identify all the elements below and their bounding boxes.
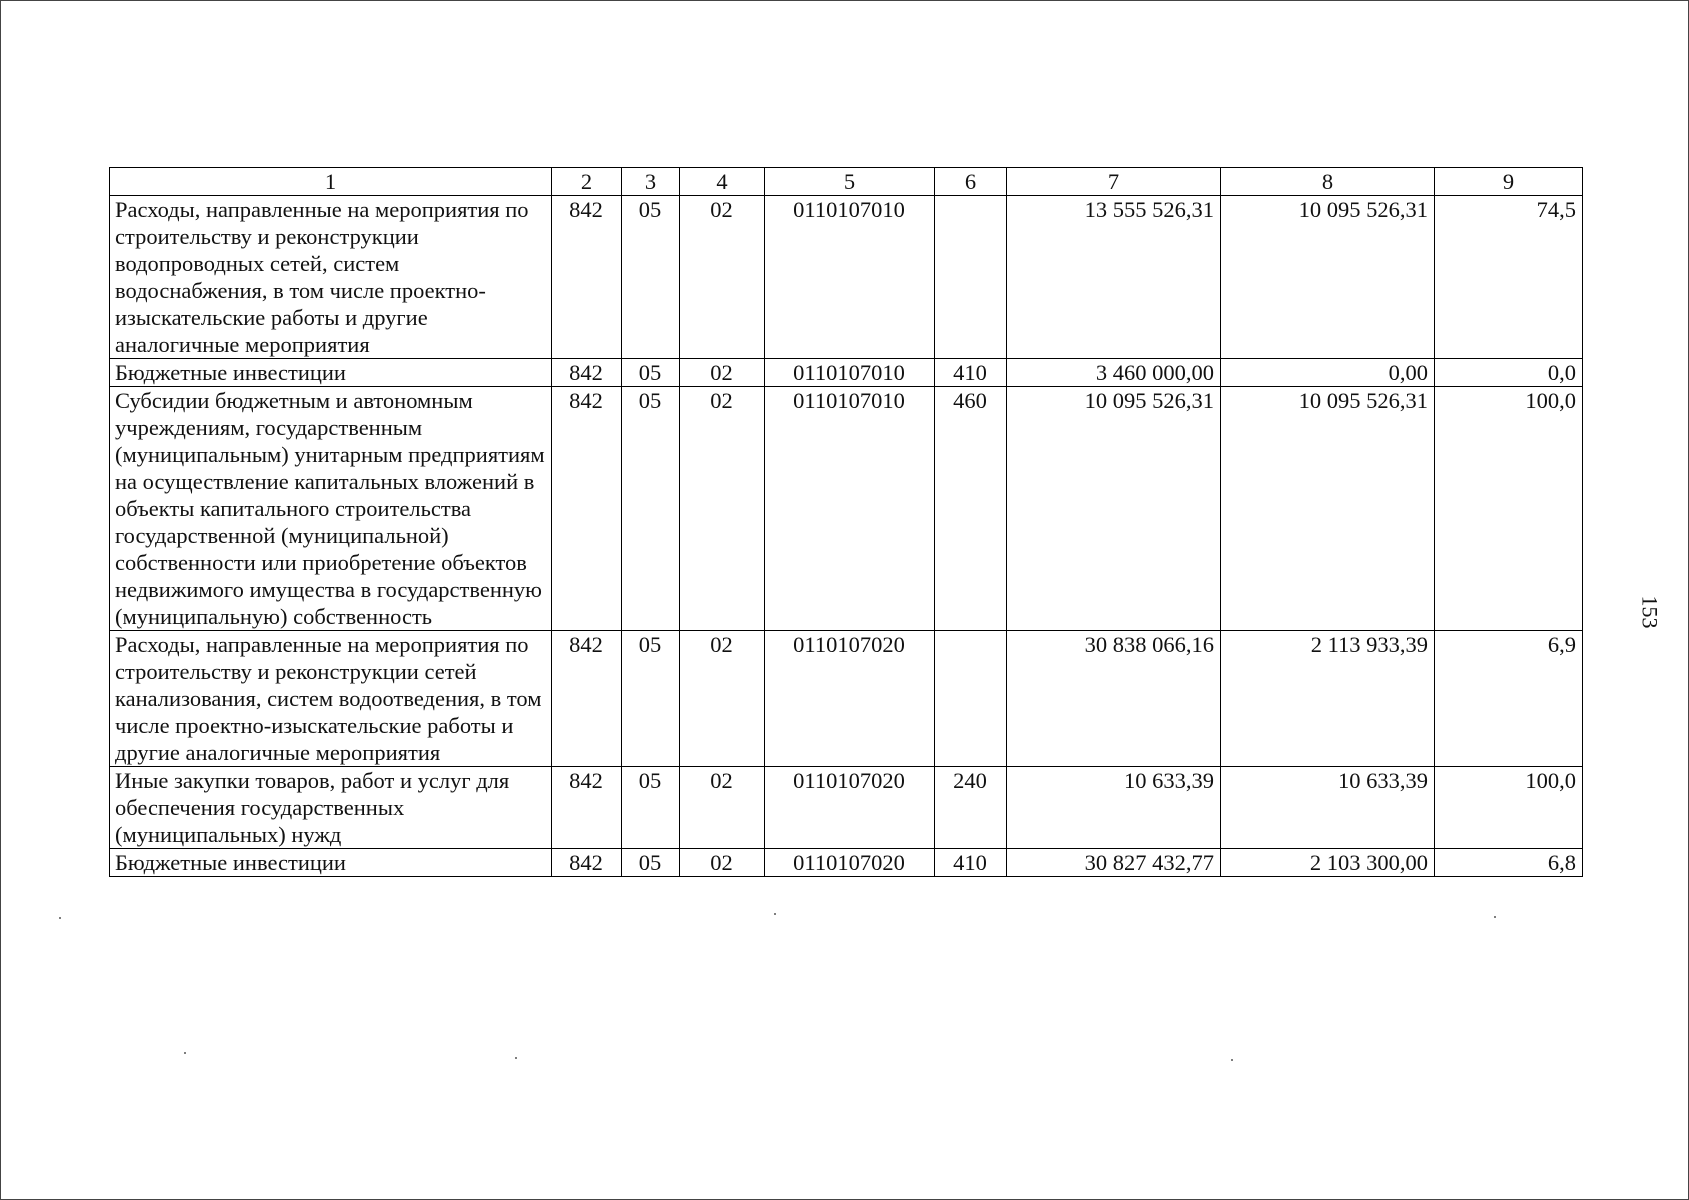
- table-row: [110, 359, 1583, 387]
- expense-type-cell: 460: [935, 387, 1007, 631]
- row-name-cell: Бюджетные инвестиции: [110, 849, 552, 877]
- row-name-cell: Бюджетные инвестиции: [110, 359, 552, 387]
- grbs-cell: 842: [552, 849, 622, 877]
- plan-amount-cell: 30 838 066,16: [1007, 631, 1221, 767]
- expense-type-cell: [935, 631, 1007, 767]
- fact-amount-cell: 2 103 300,00: [1221, 849, 1435, 877]
- table-row: [110, 767, 1583, 849]
- scan-speck: [59, 917, 61, 919]
- target-article-cell: 0110107020: [765, 767, 935, 849]
- section-cell: 05: [622, 849, 680, 877]
- subsection-cell: 02: [680, 849, 765, 877]
- grbs-cell: 842: [552, 387, 622, 631]
- subsection-cell: 02: [680, 631, 765, 767]
- target-article-cell: 0110107010: [765, 359, 935, 387]
- plan-amount-cell: 10 633,39: [1007, 767, 1221, 849]
- grbs-cell: 842: [552, 359, 622, 387]
- percent-cell: 6,9: [1435, 631, 1583, 767]
- table-header-row: [110, 168, 1583, 196]
- fact-amount-cell: 0,00: [1221, 359, 1435, 387]
- scan-speck: [184, 1052, 186, 1054]
- table-row: [110, 196, 1583, 359]
- target-article-cell: 0110107010: [765, 196, 935, 359]
- subsection-cell: 02: [680, 767, 765, 849]
- table-row: [110, 387, 1583, 631]
- fact-amount-cell: 2 113 933,39: [1221, 631, 1435, 767]
- expense-type-cell: 240: [935, 767, 1007, 849]
- plan-amount-cell: 30 827 432,77: [1007, 849, 1221, 877]
- grbs-cell: 842: [552, 631, 622, 767]
- column-number-5: 5: [765, 168, 935, 196]
- section-cell: 05: [622, 387, 680, 631]
- percent-cell: 74,5: [1435, 196, 1583, 359]
- grbs-cell: 842: [552, 767, 622, 849]
- column-number-2: 2: [552, 168, 622, 196]
- column-number-4: 4: [680, 168, 765, 196]
- scan-speck: [1494, 916, 1496, 918]
- budget-execution-table: [109, 167, 1583, 877]
- expense-type-cell: 410: [935, 849, 1007, 877]
- plan-amount-cell: 13 555 526,31: [1007, 196, 1221, 359]
- column-number-1: 1: [110, 168, 552, 196]
- percent-cell: 0,0: [1435, 359, 1583, 387]
- row-name-cell: Субсидии бюджетным и автономным учреждениям, государственным (муниципальным) унитарным предприятиям на осуществление капитальных вложений в объекты капитального строительства государственной (муниципальной) собственности или приобретение объектов недвижимого имущества в государственную (муниципальную) собственность: [110, 387, 552, 631]
- subsection-cell: 02: [680, 359, 765, 387]
- fact-amount-cell: 10 095 526,31: [1221, 387, 1435, 631]
- fact-amount-cell: 10 095 526,31: [1221, 196, 1435, 359]
- page-number: 153: [1637, 595, 1663, 629]
- column-number-3: 3: [622, 168, 680, 196]
- scan-speck: [774, 913, 776, 915]
- target-article-cell: 0110107010: [765, 387, 935, 631]
- plan-amount-cell: 3 460 000,00: [1007, 359, 1221, 387]
- expense-type-cell: [935, 196, 1007, 359]
- section-cell: 05: [622, 196, 680, 359]
- percent-cell: 100,0: [1435, 767, 1583, 849]
- section-cell: 05: [622, 631, 680, 767]
- column-number-8: 8: [1221, 168, 1435, 196]
- table-row: [110, 849, 1583, 877]
- section-cell: 05: [622, 767, 680, 849]
- scan-speck: [1231, 1059, 1233, 1061]
- target-article-cell: 0110107020: [765, 849, 935, 877]
- row-name-cell: Иные закупки товаров, работ и услуг для обеспечения государственных (муниципальных) нужд: [110, 767, 552, 849]
- column-number-7: 7: [1007, 168, 1221, 196]
- row-name-cell: Расходы, направленные на мероприятия по строительству и реконструкции водопроводных сетей, систем водоснабжения, в том числе проектно-изыскательские работы и другие аналогичные мероприятия: [110, 196, 552, 359]
- target-article-cell: 0110107020: [765, 631, 935, 767]
- percent-cell: 100,0: [1435, 387, 1583, 631]
- plan-amount-cell: 10 095 526,31: [1007, 387, 1221, 631]
- scan-speck: [515, 1057, 517, 1059]
- row-name-cell: Расходы, направленные на мероприятия по строительству и реконструкции сетей канализования, систем водоотведения, в том числе проектно-изыскательские работы и другие аналогичные мероприятия: [110, 631, 552, 767]
- subsection-cell: 02: [680, 196, 765, 359]
- fact-amount-cell: 10 633,39: [1221, 767, 1435, 849]
- expense-type-cell: 410: [935, 359, 1007, 387]
- section-cell: 05: [622, 359, 680, 387]
- subsection-cell: 02: [680, 387, 765, 631]
- table-row: [110, 631, 1583, 767]
- column-number-6: 6: [935, 168, 1007, 196]
- percent-cell: 6,8: [1435, 849, 1583, 877]
- column-number-9: 9: [1435, 168, 1583, 196]
- grbs-cell: 842: [552, 196, 622, 359]
